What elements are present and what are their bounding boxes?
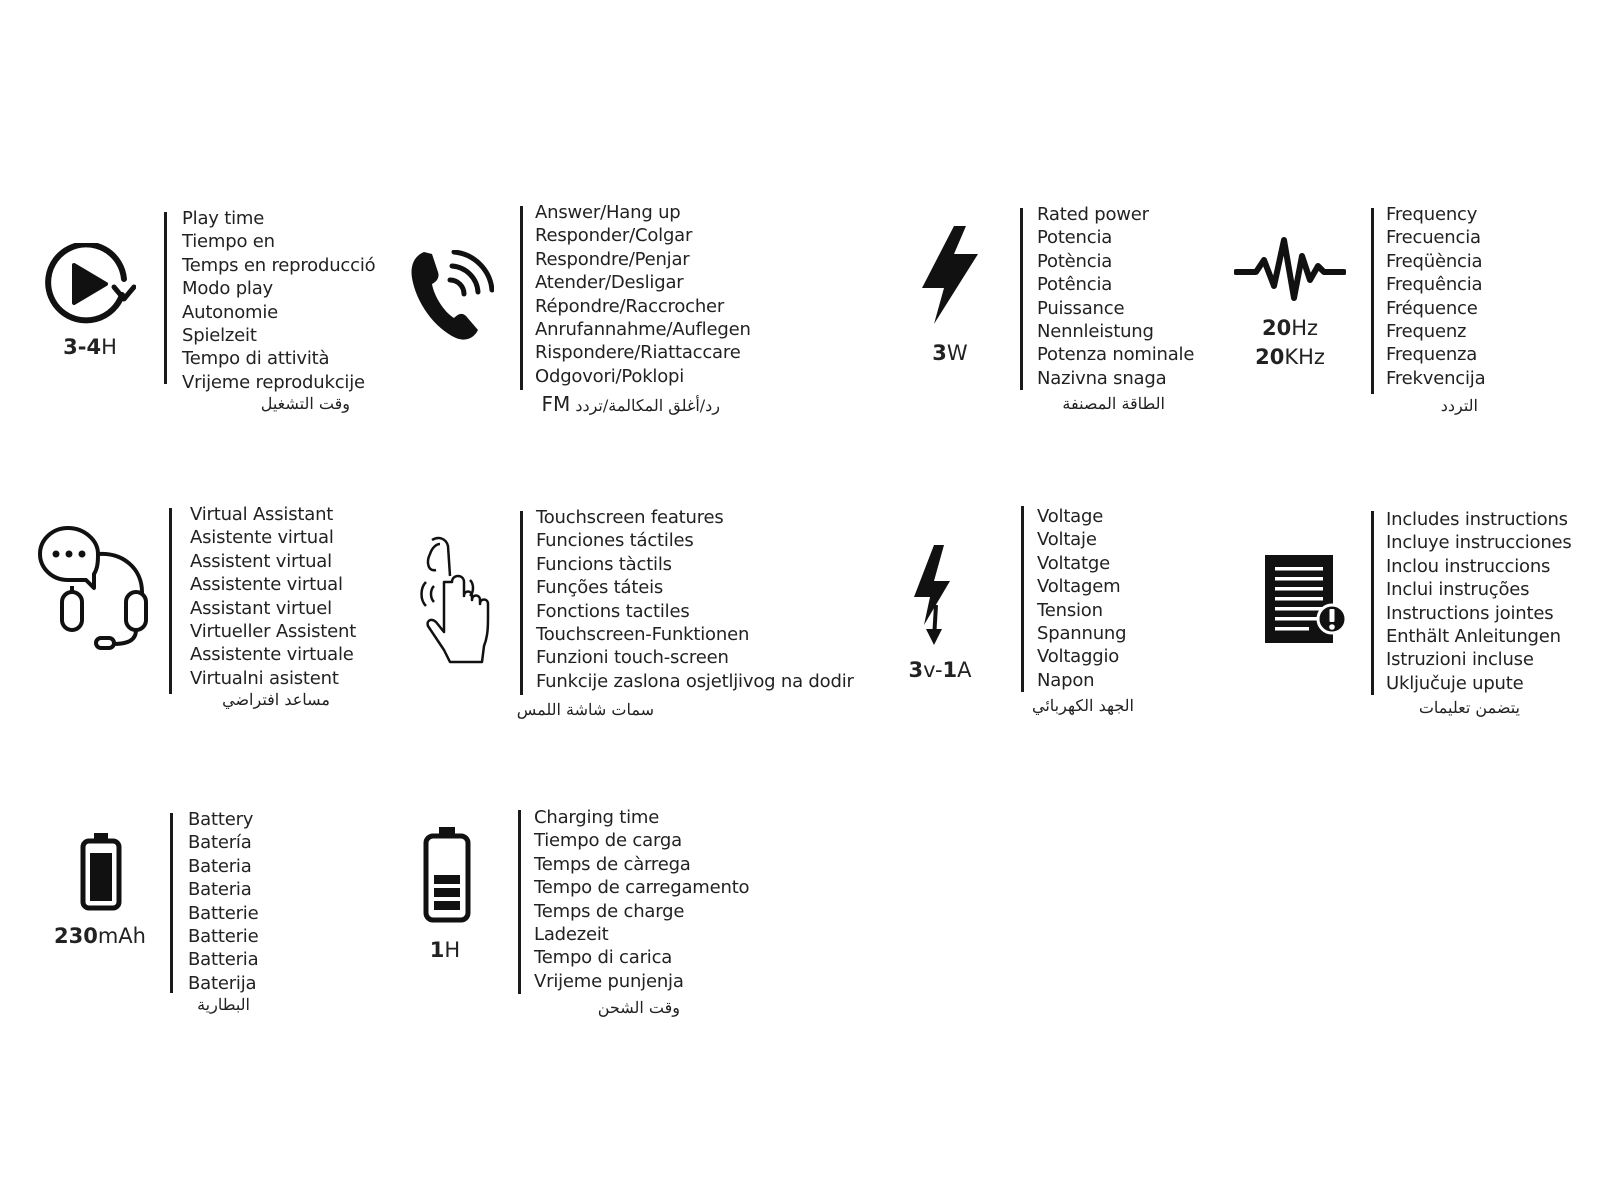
label: Answer/Hang up xyxy=(535,202,681,223)
headset-chat-icon xyxy=(38,526,150,650)
label: Enthält Anleitungen xyxy=(1386,626,1561,648)
label: Tiempo de carga xyxy=(534,830,682,852)
divider xyxy=(520,511,523,695)
charging-time-labels xyxy=(534,806,749,993)
label: Assistant virtuel xyxy=(190,597,332,619)
label: Uključuje upute xyxy=(1386,672,1524,694)
label: Rated power xyxy=(1037,204,1149,225)
arabic-label: وقت الشحن xyxy=(597,998,680,1017)
sound-wave-icon xyxy=(1234,236,1346,302)
divider xyxy=(1371,208,1374,394)
phone-call-icon xyxy=(410,250,494,342)
frequency-value-low: 20Hz xyxy=(1261,316,1319,340)
arabic-label: سمات شاشة اللمس xyxy=(516,700,654,719)
label: Incluye instrucciones xyxy=(1386,532,1572,554)
divider xyxy=(170,813,173,993)
label: Funzioni touch-screen xyxy=(536,647,729,669)
label: Virtualni asistent xyxy=(190,667,339,689)
label: Touchscreen features xyxy=(536,507,724,528)
label: Odgovori/Poklopi xyxy=(535,365,685,387)
virtual-assistant-labels xyxy=(190,503,356,690)
divider xyxy=(518,810,521,994)
label: Assistent virtual xyxy=(190,550,332,572)
label: Funciones táctiles xyxy=(536,530,694,552)
label: Virtueller Assistent xyxy=(190,621,357,643)
label: Répondre/Raccrocher xyxy=(535,295,725,317)
divider xyxy=(1020,208,1023,390)
label: Fréquence xyxy=(1386,297,1478,319)
label: Istruzioni incluse xyxy=(1386,649,1534,671)
label: Frequência xyxy=(1386,274,1483,296)
label: Puissance xyxy=(1037,297,1125,319)
label: Autonomie xyxy=(182,301,279,323)
voltage-value: 3v-1A xyxy=(908,658,972,682)
divider xyxy=(164,212,167,384)
arabic-label xyxy=(541,392,720,416)
label: Atender/Desligar xyxy=(535,272,684,294)
label: Voltaggio xyxy=(1037,646,1120,668)
label: Temps en reproducció xyxy=(182,254,376,276)
label: Tempo di attività xyxy=(182,348,330,370)
label: Batterie xyxy=(188,902,259,924)
label: Voltage xyxy=(1037,506,1104,527)
arabic-label: وقت التشغيل xyxy=(260,394,350,413)
frequency-value-high: 20KHz xyxy=(1255,345,1325,369)
label: Tension xyxy=(1037,599,1103,621)
label: Batería xyxy=(188,832,252,854)
label: Batteria xyxy=(188,949,259,971)
frequency-labels xyxy=(1386,203,1485,390)
document-warning-icon xyxy=(1263,553,1347,645)
label: Frekvencija xyxy=(1386,367,1486,389)
label: Charging time xyxy=(534,807,660,828)
label: Includes instructions xyxy=(1386,509,1568,530)
divider xyxy=(520,206,523,390)
battery-value: 230mAh xyxy=(54,924,146,948)
arabic-label: يتضمن تعليمات xyxy=(1418,698,1520,717)
arabic-label: التردد xyxy=(1440,396,1478,415)
label: Temps de càrrega xyxy=(534,853,691,875)
arabic-label: الجهد الكهربائي xyxy=(1032,696,1134,715)
touchscreen-labels xyxy=(536,506,854,693)
label: Tiempo en xyxy=(182,231,275,253)
label: Respondre/Penjar xyxy=(535,248,690,270)
divider xyxy=(1371,511,1374,695)
answer-labels xyxy=(535,201,751,388)
play-time-value: 3-4H xyxy=(63,335,117,359)
label: Play time xyxy=(182,208,265,229)
battery-charging-icon xyxy=(423,825,471,923)
rated-power-value: 3W xyxy=(932,341,968,365)
label: Asistente virtual xyxy=(190,527,334,549)
label: Voltagem xyxy=(1037,576,1121,598)
touch-earbud-icon xyxy=(418,536,494,664)
fm-text: FM xyxy=(541,392,571,416)
play-time-labels xyxy=(182,207,375,394)
label: Tempo di carica xyxy=(534,947,673,969)
label: Assistente virtuale xyxy=(190,644,354,666)
label: Napon xyxy=(1037,669,1095,691)
label: Touchscreen-Funktionen xyxy=(536,624,750,646)
label: Voltatge xyxy=(1037,552,1110,574)
label: Modo play xyxy=(182,278,274,300)
label: Batterie xyxy=(188,926,259,948)
arabic-label: البطارية xyxy=(197,995,250,1014)
label: Assistente virtual xyxy=(190,574,343,596)
label: Freqüència xyxy=(1386,250,1483,272)
label: Funcions tàctils xyxy=(536,553,672,575)
label: Vrijeme punjenja xyxy=(534,970,684,992)
label: Rispondere/Riattaccare xyxy=(535,342,741,364)
label: Voltaje xyxy=(1037,529,1097,551)
label: Potência xyxy=(1037,274,1113,296)
charging-time-value: 1H xyxy=(429,938,461,962)
label: Spannung xyxy=(1037,623,1127,645)
label: Baterija xyxy=(188,972,257,994)
label: Temps de charge xyxy=(534,900,685,922)
divider xyxy=(1021,506,1024,692)
label: Tempo de carregamento xyxy=(534,877,750,899)
play-circle-icon xyxy=(44,243,136,329)
label: Instructions jointes xyxy=(1386,602,1554,624)
lightning-bolt-icon xyxy=(920,224,980,326)
label: Funkcije zaslona osjetljivog na dodir xyxy=(536,670,854,692)
label: Virtual Assistant xyxy=(190,504,334,525)
arabic-label: مساعد افتراضي xyxy=(222,690,330,709)
label: Frecuencia xyxy=(1386,227,1481,249)
rated-power-labels xyxy=(1037,203,1194,390)
instructions-labels xyxy=(1386,508,1572,695)
label: Anrufannahme/Auflegen xyxy=(535,319,751,341)
label: Nazivna snaga xyxy=(1037,367,1167,389)
battery-labels xyxy=(188,808,258,995)
voltage-labels xyxy=(1037,505,1126,692)
label: Spielzeit xyxy=(182,325,257,347)
label: Responder/Colgar xyxy=(535,225,693,247)
label: Bateria xyxy=(188,879,252,901)
arabic-text: رد/أغلق المكالمة/تردد xyxy=(575,396,720,415)
label: Inclou instruccions xyxy=(1386,555,1551,577)
label: Potencia xyxy=(1037,227,1113,249)
label: Frequenz xyxy=(1386,321,1467,343)
label: Frequenza xyxy=(1386,344,1478,366)
label: Ladezeit xyxy=(534,924,609,946)
label: Inclui instruções xyxy=(1386,579,1530,601)
label: Bateria xyxy=(188,855,252,877)
label: Nennleistung xyxy=(1037,321,1154,343)
battery-full-icon xyxy=(80,831,122,911)
label: Potenza nominale xyxy=(1037,344,1195,366)
label: Vrijeme reprodukcije xyxy=(182,371,365,393)
label: Frequency xyxy=(1386,204,1478,225)
label: Potència xyxy=(1037,250,1113,272)
divider xyxy=(169,508,172,694)
voltage-bolt-icon xyxy=(912,543,956,647)
label: Fonctions tactiles xyxy=(536,600,690,622)
label: Funções táteis xyxy=(536,577,664,599)
arabic-label: الطاقة المصنفة xyxy=(1062,394,1165,413)
label: Battery xyxy=(188,809,254,830)
